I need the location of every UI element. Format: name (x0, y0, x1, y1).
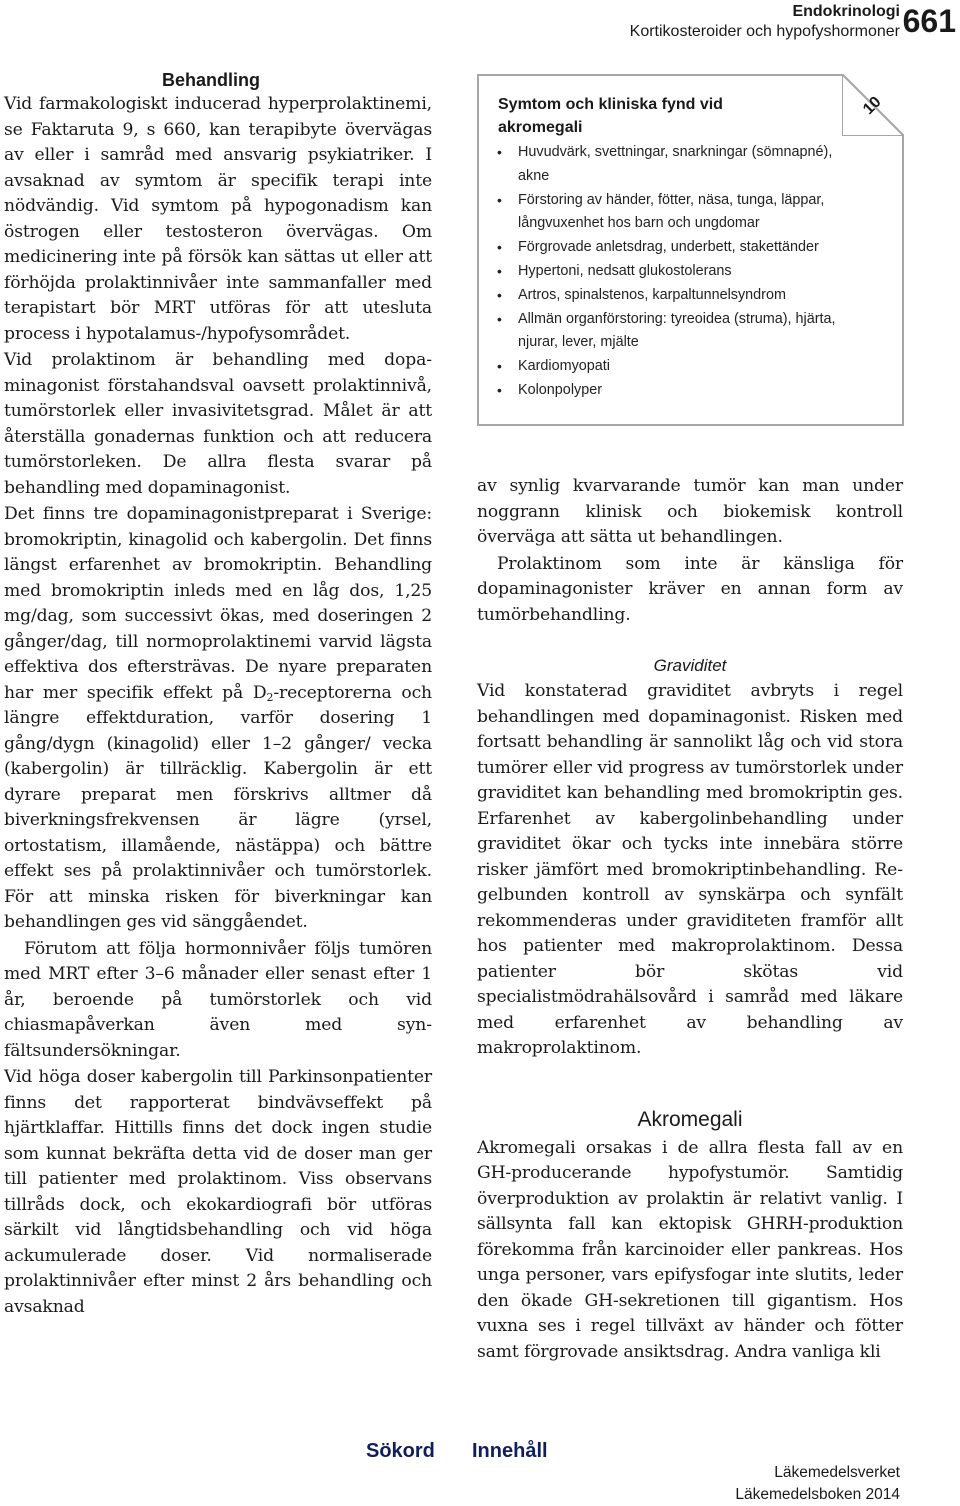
bullet: • (497, 381, 502, 398)
list-item-text: Förgrovade anletsdrag, underbett, stakettänder (518, 239, 819, 256)
factbox-title (498, 93, 862, 139)
list-item (489, 141, 862, 189)
sokord-link[interactable]: Sökord (366, 1440, 435, 1462)
list-item (489, 308, 862, 356)
paragraph: Vid konstaterad graviditet avbryts i regel behandlingen med dopaminagonist. Risken med fortsatt behandling är sannolikt låg och vid stora tumörer eller vid progress av tumörstorlek under graviditet kan behandling med bromokriptin ges. Erfarenhet av kabergolinbehandling under graviditet ökar och tycks inte innebära större risker jämfört med bromokriptinbehandling. Regelbunden kontroll av synskärpa och synfält rekommenderas under graviditeten framför allt hos patienter med makroprolaktinom. Dessa patienter bör skötas vid specialistmödrahälsovård i samråd med läkare med erfarenhet av behandling av makroprolaktinom. (477, 681, 903, 1058)
list-item-text: Hypertoni, nedsatt glukostolerans (518, 262, 732, 279)
list-item-text: Huvudvärk, svettningar, snarkningar (sömnapné), akne (518, 144, 833, 184)
list-item (489, 379, 862, 403)
chapter-title: Kortikosteroider och hypofyshormoner (629, 23, 900, 40)
paragraph (4, 502, 432, 936)
paragraph: Vid höga doser kabergolin till Parkinsonpatienter finns det rapporterat bindvävseffekt på hjärtklaffar. Hittills finns det dock ingen studie som kunnat bekräfta detta vid de doser man ger till patienter med prolaktinom. Viss observans tillråds dock, och ekokardiografi bör utföras särkilt vid långtidsbehandling och vid höga ackumulerade doser. Vid normaliserade prolaktinnivåer efter minst 2 års behandling och avsaknad (4, 1067, 432, 1317)
bullet: • (497, 310, 502, 327)
factbox-akromegali (477, 74, 904, 426)
list-item (489, 355, 862, 379)
list-item-text: Förstoring av händer, fötter, näsa, tunga, läppar, långvuxenhet hos barn och ungdomar (518, 191, 825, 232)
list-item (489, 236, 862, 260)
book-title: Läkemedelsboken 2014 (735, 1486, 900, 1503)
paragraph: Akromegali orsakas i de allra flesta fall av en GH-producerande hypofystumör. Samtidig överproduktion av prolaktin är relativt vanlig. I sällsynta fall kan ektopisk GHRH-produktion förekomma från karcinoider eller pankreas. Hos unga personer, vars epifysfogar inte slutits, leder den ökade GH-sekretionen till gigantism. Hos vuxna ses i regel tillväxt av händer och fötter samt förgrovade ansiktsdrag. Andra vanliga kli (477, 1137, 903, 1362)
innehall-link[interactable]: Innehåll (472, 1440, 548, 1462)
list-item-text: Allmän organförstoring: tyreoidea (struma), hjärta, njurar, lever, mjälte (518, 310, 836, 351)
bullet: • (497, 286, 502, 303)
list-item (489, 260, 862, 284)
paragraph-text: Det finns tre dopaminagonistpreparat i Sverige: bromokriptin, kinagolid och kabergolin. Det finns längst erfarenhet av bromokriptin. Behandling med bromokriptin inleds med en låg dos, 1,25 mg/dag, som successivt ökas, med doseringen 2 gånger/dag, till normoprolaktinemi varvid lägsta effektiva dos eftersträvas. De nyare preparaten har mer specifik effekt på D (4, 504, 432, 703)
paragraph: Vid prolaktinom är behandling med dopaminagonist förstahandsval oavsett prolaktinnivå, tumörstorlek eller invasivitetsgrad. Målet är att återställa gonadernas funktion och att reducera tumörstorleken. De allra flesta svarar på behandling med dopaminagonist. (4, 350, 432, 498)
bullet: • (497, 239, 502, 256)
bullet: • (497, 191, 502, 208)
publisher-name: Läkemedelsverket (774, 1464, 900, 1481)
paragraph: Prolaktinom som inte är känsliga för dopaminagonister kräver en annan form av tumörbehandling. (477, 553, 903, 625)
bullet: • (497, 262, 502, 279)
paragraph: av synlig kvarvarande tumör kan man under noggrann klinisk och biokemisk kontroll överväga att sätta ut behandlingen. (477, 476, 903, 547)
paragraph-text: -receptorerna och längre effektduration, varför dosering 1 gång/dygn (kinagolid) eller 1–2 gånger/ vecka (kabergolin) är tillräcklig. Kabergolin är ett dyrare preparat men förskrivs alltmer då biverkningsfrekvensen är lägre (yrsel, ortostatism, illamående, nästäppa) och bättre effekt ses på prolaktinnivåer och tumörstorlek. För att minska risken för biverkningar kan behandlingen ges vid sänggåendet. (4, 682, 432, 932)
section-title: Endokrinologi (792, 3, 900, 20)
right-column (477, 474, 903, 1365)
heading-behandling: Behandling (162, 70, 260, 90)
left-column (4, 68, 432, 1320)
factbox-title-line: akromegali (498, 119, 583, 136)
list-item-text: Artros, spinalstenos, karpaltunnelsyndrom (518, 286, 786, 303)
subscript: 2 (266, 690, 274, 704)
bullet: • (497, 358, 502, 375)
running-header (630, 2, 900, 42)
factbox-content (489, 93, 862, 403)
page-number: 661 (902, 3, 956, 39)
list-item-text: Kardiomyopati (518, 358, 610, 375)
list-item (489, 189, 862, 237)
symptom-list (489, 141, 862, 403)
heading-graviditet: Graviditet (653, 656, 727, 675)
bullet: • (497, 144, 502, 160)
factbox-title-line: Symtom och kliniska fynd vid (498, 96, 723, 113)
factbox-number: 10 (860, 93, 885, 119)
paragraph: Förutom att följa hormonnivåer följs tumören med MRT efter 3–6 månader eller senast efter 1 år, beroende på tumörstorlek och vid chiasmapåverkan även med synfältsundersökningar. (4, 938, 432, 1061)
heading-akromegali: Akromegali (637, 1107, 743, 1131)
list-item (489, 284, 862, 308)
paragraph: Vid farmakologiskt inducerad hyperprolaktinemi, se Faktaruta 9, s 660, kan terapibyte övervägas av eller i samråd med ansvarig psykiatriker. I avsaknad av symtom är specifik terapi inte nödvändig. Vid symtom på hypogonadism kan östrogen eller testosteron övervägas. Om medicinering inte på försök kan sättas ut eller att förhöjda prolaktinnivåer inte sammanfaller med terapistart bör MRT utföras för att utesluta process i hypotalamus-/hypofysområdet. (4, 94, 432, 344)
list-item-text: Kolonpolyper (518, 381, 603, 398)
publisher-info (735, 1462, 900, 1506)
